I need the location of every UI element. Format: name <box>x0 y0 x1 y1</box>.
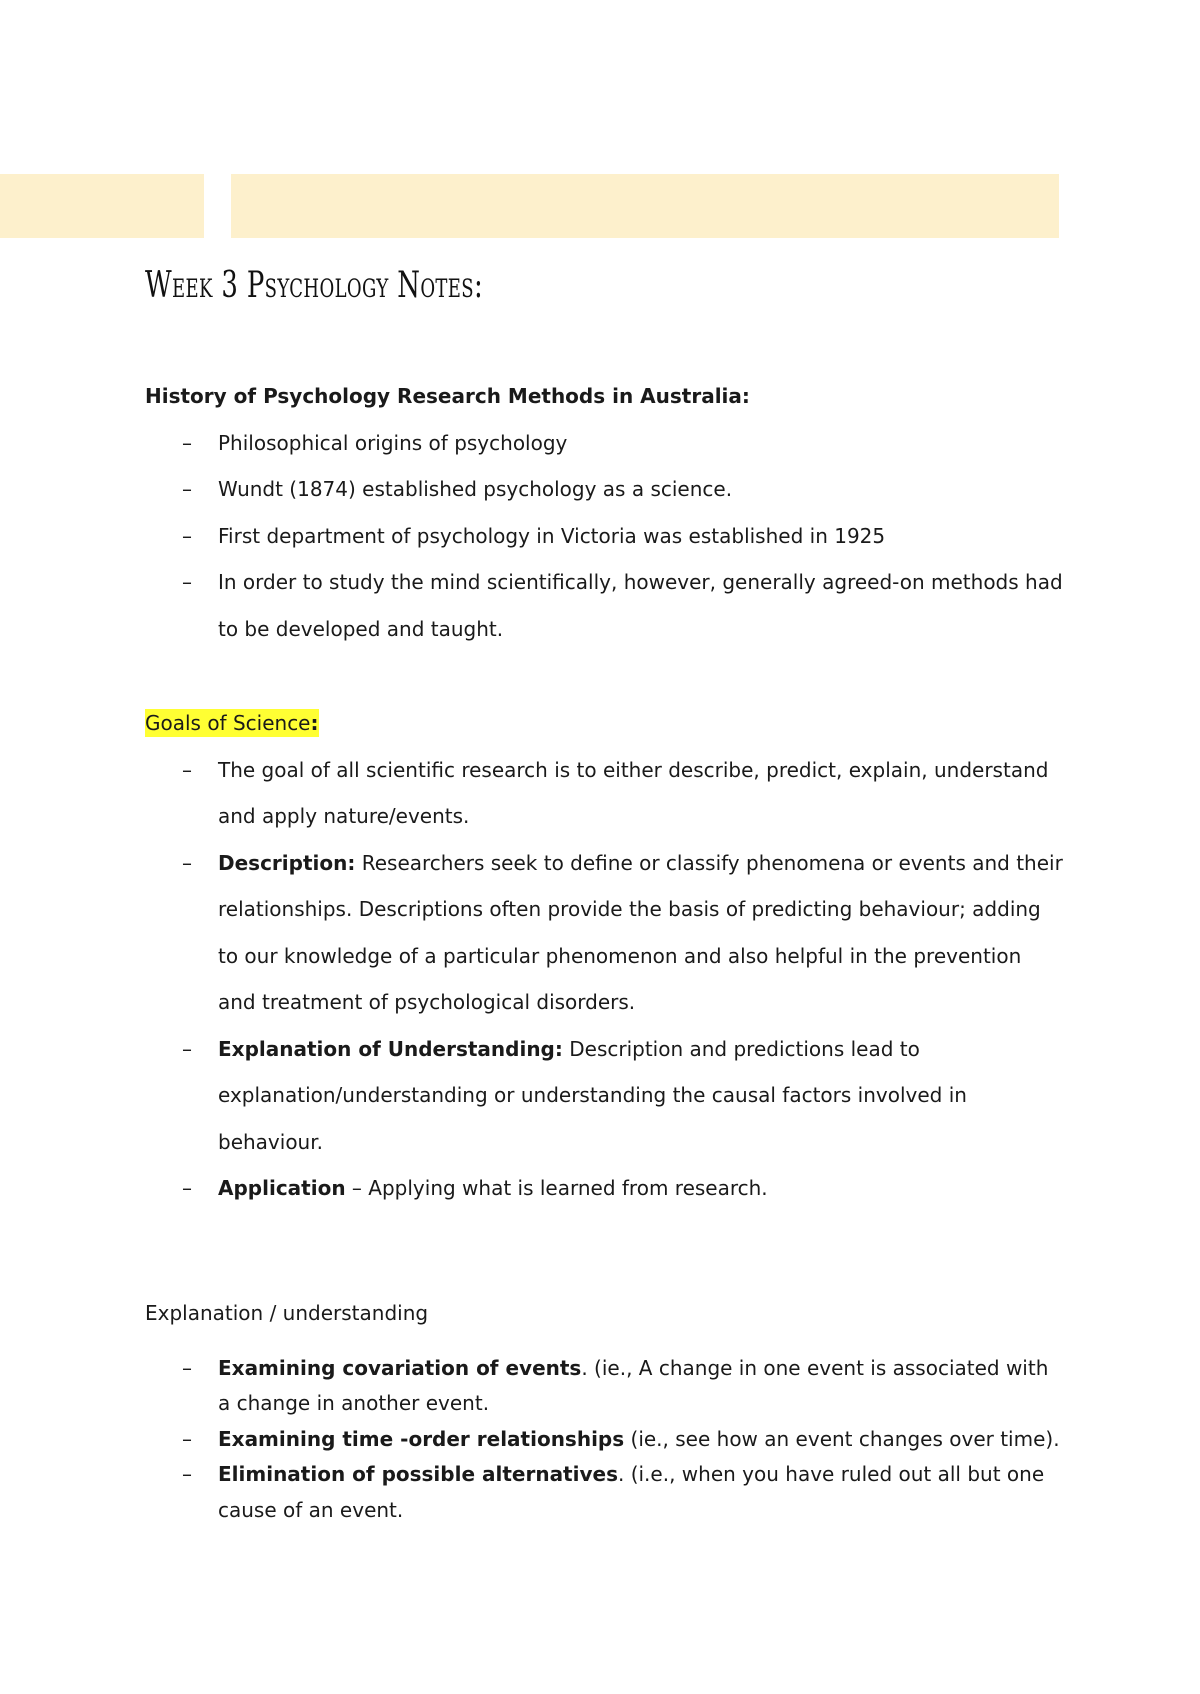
explanation-list <box>145 1351 1065 1529</box>
section-goals <box>145 700 1065 1212</box>
list-item <box>145 1457 1065 1528</box>
list-item <box>145 420 1065 467</box>
list-item <box>145 1165 1065 1212</box>
list-item <box>145 466 1065 513</box>
section-heading-explanation: Explanation / understanding <box>145 1301 429 1325</box>
term-covariation: Examining covariation of events <box>218 1355 582 1380</box>
header-banner-left <box>0 174 204 238</box>
dash-bullet: – <box>182 1036 192 1061</box>
dash-bullet: – <box>182 1176 192 1200</box>
highlighted-heading: Goals of Science: <box>145 711 319 735</box>
dash-bullet: – <box>182 477 192 501</box>
section-history <box>145 373 1065 652</box>
list-item-text: The goal of all scientific research is to either describe, predict, explain, understand and apply nature/events. <box>218 757 1049 828</box>
dash-bullet: – <box>182 757 192 782</box>
list-item <box>145 513 1065 560</box>
list-item <box>145 747 1065 840</box>
list-item-text: In order to study the mind scientifically, however, generally agreed-on methods had to be developed and taught. <box>218 570 1063 641</box>
term-explanation: Explanation of Understanding: <box>218 1036 563 1061</box>
dash-bullet: – <box>182 1355 192 1380</box>
dash-bullet: – <box>182 430 192 455</box>
list-item-text: Philosophical origins of psychology <box>218 430 568 455</box>
dash-bullet: – <box>182 850 192 875</box>
dash-bullet: – <box>182 523 192 548</box>
list-item-text: – Applying what is learned from research. <box>345 1176 768 1200</box>
list-item <box>145 840 1065 1026</box>
list-item <box>145 559 1065 652</box>
list-item-text: Wundt (1874) established psychology as a science. <box>218 477 733 501</box>
list-item-text: . (ie., A change in one event is associated with a change in another event. <box>218 1355 1049 1415</box>
section-heading-goals <box>145 700 1065 747</box>
page-title: Week 3 Psychology Notes: <box>145 265 484 306</box>
list-item <box>145 1026 1065 1166</box>
term-elimination: Elimination of possible alternatives <box>218 1462 618 1486</box>
term-time-order: Examining time -order relationships <box>218 1426 625 1451</box>
section-heading-history: History of Psychology Research Methods in Australia: <box>145 384 750 408</box>
list-item-text: Researchers seek to define or classify phenomena or events and their relationships. Descriptions often provide the basis of predicting behaviour; adding to our knowledge of a particular phenomenon and also helpful in the prevention and treatment of psychological disorders. <box>218 850 1063 1014</box>
section-explanation <box>145 1290 1065 1528</box>
dash-bullet: – <box>182 1426 192 1451</box>
list-item-text: Description and predictions lead to explanation/understanding or understanding the causal factors involved in behaviour. <box>218 1036 967 1154</box>
term-description: Description: <box>218 850 356 875</box>
list-item-text: First department of psychology in Victoria was established in 1925 <box>218 523 886 548</box>
list-item <box>145 1351 1065 1422</box>
dash-bullet: – <box>182 1462 192 1486</box>
term-application: Application <box>218 1176 346 1200</box>
list-item-text: . (i.e., when you have ruled out all but one cause of an event. <box>218 1462 1045 1522</box>
header-banner-right <box>231 174 1059 238</box>
list-item <box>145 1422 1065 1458</box>
history-list <box>145 420 1065 653</box>
list-item-text: (ie., see how an event changes over time). <box>624 1426 1060 1451</box>
dash-bullet: – <box>182 570 192 594</box>
goals-list <box>145 747 1065 1212</box>
